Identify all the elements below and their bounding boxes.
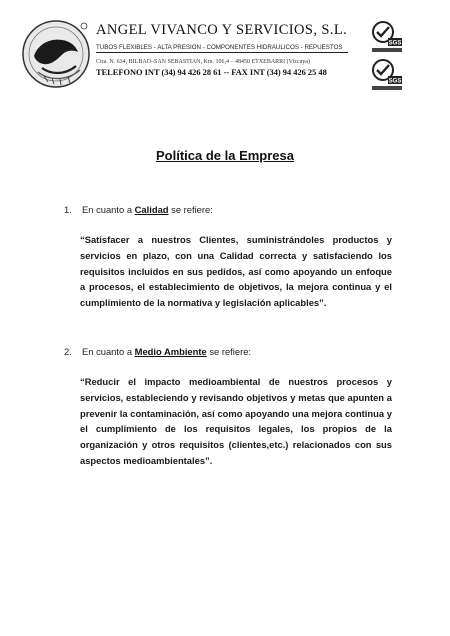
item-keyword: Calidad bbox=[134, 204, 169, 215]
item-lead: En cuanto a bbox=[82, 204, 135, 215]
company-name: ANGEL VIVANCO Y SERVICIOS, S.L. bbox=[96, 22, 348, 38]
company-phone: TELEFONO INT (34) 94 426 28 61 -- FAX INT (34) 94 426 25 48 bbox=[96, 68, 327, 77]
item-number: 1. bbox=[64, 204, 72, 215]
company-info bbox=[96, 22, 366, 77]
cert-label: SGS bbox=[388, 40, 402, 47]
item-number: 2. bbox=[64, 346, 72, 357]
cert-label: SGS bbox=[388, 78, 402, 85]
policy-quote-environment: “Reducir el impacto medioambiental de nuestros procesos y servicios, estableciendo y revisando objetivos y metas que apunten a prevenir la contaminación, así como apoyando una mejora continua y el cumplimiento de los requisitos legales, los propios de la organización y otros requisitos (clientes,etc.) relacionados con sus aspectos medioambientales”. bbox=[80, 376, 392, 466]
product-lines: TUBOS FLEXIBLES - ALTA PRESION - COMPONENTES HIDRAULICOS - REPUESTOS bbox=[96, 44, 348, 53]
page-title: Política de la Empresa bbox=[155, 148, 294, 163]
item-lead: En cuanto a bbox=[82, 346, 135, 357]
item-tail: se refiere: bbox=[206, 346, 252, 357]
item-tail: se refiere: bbox=[168, 204, 213, 215]
company-logo bbox=[20, 18, 94, 90]
policy-item-quality bbox=[64, 204, 213, 215]
item-keyword: Medio Ambiente bbox=[134, 346, 207, 357]
certification-seal-icon bbox=[370, 20, 404, 54]
policy-item-environment bbox=[64, 346, 251, 357]
certification-seal-icon bbox=[370, 58, 404, 92]
policy-quote-quality: “Satisfacer a nuestros Clientes, suministrándoles productos y servicios en plazo, con una Calidad correcta y satisfaciendo los requisitos incluidos en sus pedidos, así como apoyando un enfoque a procesos, el establecimiento de objetivos, la mejora continua y el cumplimiento de la normativa y legislación aplicables”. bbox=[80, 234, 392, 309]
company-address: Ctra. N. 634, BILBAO–SAN SEBASTIAN, Km. 106,4 – 48450 ETXEBARRI (Vizcaya) bbox=[96, 59, 310, 65]
